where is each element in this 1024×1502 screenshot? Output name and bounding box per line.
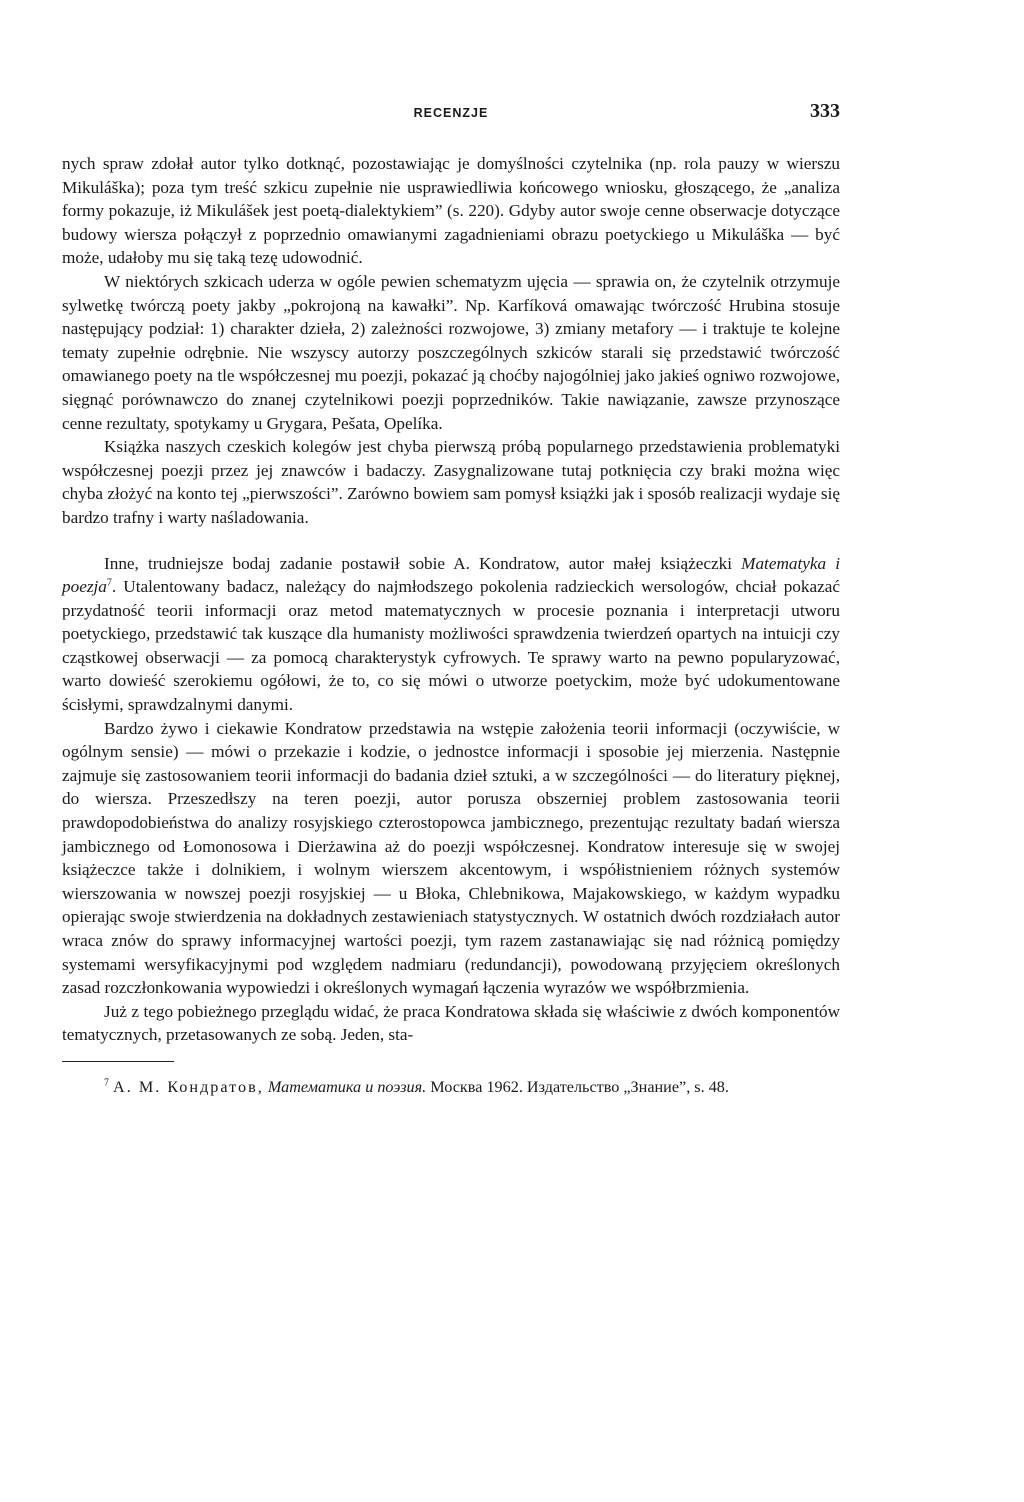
paragraph-4-text-b: . Utalentowany badacz, należący do najmłodszego pokolenia radzieckich wersologów, chciał pokazać przydatność teorii informacji oraz metod matematycznych w procesie poznania i interpretacji utworu poetyckiego, przedstawić tak kuszące dla humanisty możliwości sprawdzenia twierdzeń opartych na intuicji czy cząstkowej obserwacji — za pomocą charakterystyk cyfrowych. Te sprawy warto na pewno popularyzować, warto dowieść szerokiemu ogółowi, że to, co się mówi o utworze poetyckim, może być udokumentowane ścisłymi, sprawdzalnymi danymi.: [62, 577, 840, 715]
section-gap: [62, 530, 840, 552]
running-head: [62, 100, 840, 130]
book-title: Matematyka i poezja: [62, 553, 840, 597]
page-number: 333: [810, 100, 840, 122]
footnote-number: 7: [104, 1077, 109, 1089]
paragraph-5: Bardzo żywo i ciekawie Kondratow przedstawia na wstępie założenia teorii informacji (oczywiście, w ogólnym sensie) — mówi o przekazie i kodzie, o jednostce informacji i sposobie jej mierzenia. Następnie zajmuje się zastosowaniem teorii informacji do badania dzieł sztuki, a w szczególności — do literatury pięknej, do wiersza. Przeszedłszy na teren poezji, autor porusza obszerniej problem zastosowania teorii prawdopodobieństwa do analizy rosyjskiego czterostopowca jambicznego, prezentując rezultaty badań wiersza jambicznego od Łomonosowa i Dierżawina aż do poezji współczesnej. Kondratow interesuje się w swojej książeczce także i dolnikiem, i wolnym wierszem akcentowym, i współistnieniem różnych systemów wierszowania w nowszej poezji rosyjskiej — u Błoka, Chlebnikowa, Majakowskiego, w każdym wypadku opierając swoje stwierdzenia na dokładnych zestawieniach statystycznych. W ostatnich dwóch rozdziałach autor wraca znów do sprawy informacyjnej wartości poezji, tym razem zastanawiając się nad różnicą pomiędzy systemami wersyfikacyjnymi pod względem nadmiaru (redundancji), powodowaną przyjęciem określonych zasad rozczłonkowania wypowiedzi i określonych wymagań łączenia wyrazów we współbrzmienia.: [62, 718, 840, 998]
paragraph-3: Książka naszych czeskich kolegów jest chyba pierwszą próbą popularnego przedstawienia problematyki współczesnej poezji przez jej znawców i badaczy. Zasygnalizowane tutaj potknięcia czy braki można więc chyba złożyć na konto tej „pierwszości”. Zarówno bowiem sam pomysł książki jak i sposób realizacji wydaje się bardzo trafny i warty naśladowania.: [62, 437, 840, 527]
footnote-author: А. М. Кондратов,: [113, 1077, 264, 1096]
page: [62, 100, 840, 1098]
paragraph-1: nych spraw zdołał autor tylko dotknąć, pozostawiając je domyślności czytelnika (np. rola pauzy w wierszu Mikuláška); poza tym treść szkicu zupełnie nie usprawiedliwia końcowego wniosku, głoszącego, że „analiza formy pokazuje, iż Mikulášek jest poetą-dialektykiem” (s. 220). Gdyby autor swoje cenne obserwacje dotyczące budowy wiersza połączył z poprzednio omawianymi zagadnieniami obrazu poetyckiego u Mikuláška — być może, udałoby mu się taką tezę udowodnić.: [62, 154, 840, 268]
footnote-marker[interactable]: 7: [106, 577, 112, 589]
footnote-rule: [62, 1061, 174, 1062]
article-body: [62, 152, 840, 1047]
paragraph-4-text-a: Inne, trudniejsze bodaj zadanie postawił sobie A. Kondratow, autor małej książeczki: [104, 553, 742, 573]
footnote-title: Математика и поэзия.: [267, 1077, 427, 1096]
paragraph-4: [62, 552, 840, 717]
paragraph-2: W niektórych szkicach uderza w ogóle pewien schematyzm ujęcia — sprawia on, że czytelnik otrzymuje sylwetkę twórczą poety jakby „pokrojoną na kawałki”. Np. Karfíková omawając twórczość Hrubina stosuje następujący podział: 1) charakter dzieła, 2) zależności rozwojowe, 3) zmiany metafory — i traktuje te kolejne tematy zupełnie odrębnie. Nie wszyscy autorzy poszczególnych szkiców starali się przedstawić twórczość omawianego poety na tle współczesnej mu poezji, pokazać ją choćby najogólniej jako jakieś ogniwo rozwojowe, sięgnąć porównawczo do znanej czytelnikowi poezji poprzedników. Takie nawiązanie, zawsze przynoszące cenne rezultaty, spotykamy u Grygara, Pešata, Opelíka.: [62, 271, 840, 433]
paragraph-6: Już z tego pobieżnego przeglądu widać, że praca Kondratowa składa się właściwie z dwóch komponentów tematycznych, przetasowanych ze sobą. Jeden, sta-: [62, 1001, 840, 1045]
footnote-rest: Москва 1962. Издательство „Знание”, s. 48.: [430, 1077, 729, 1096]
running-head-title: RECENZJE: [413, 106, 489, 120]
footnote: [62, 1076, 840, 1098]
